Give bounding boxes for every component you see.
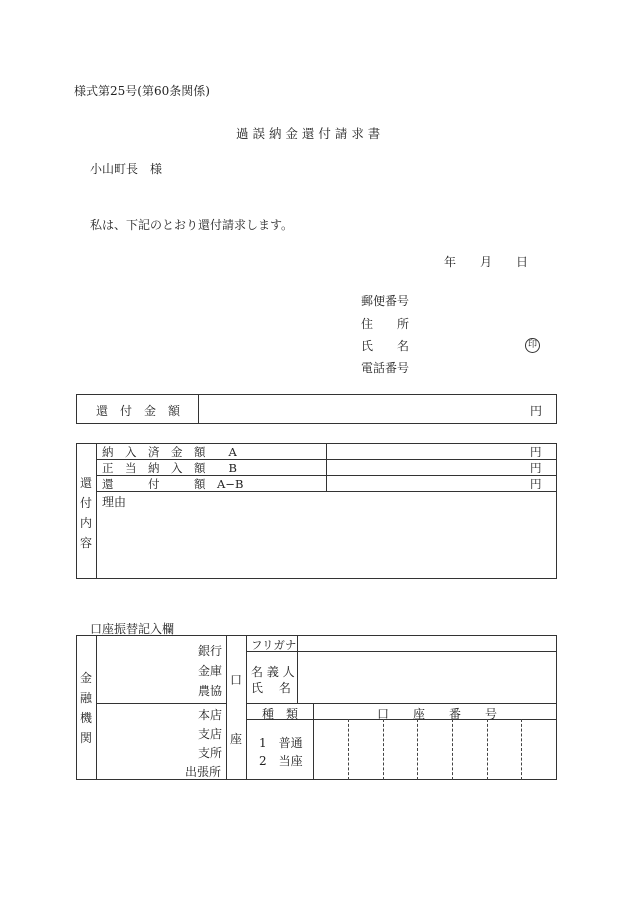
account-number-header: 口 座 番 号 [377, 707, 498, 721]
side-char: 金 [79, 671, 92, 685]
bank-type-bank: 銀行 [198, 644, 223, 658]
paid-amount-unit: 円 [530, 445, 542, 459]
proper-amount-label: 正 当 納 入 額 B [102, 461, 237, 475]
addressee: 小山町長 様 [90, 162, 163, 176]
statement: 私は、下記のとおり還付請求します。 [90, 218, 294, 232]
proper-amount-unit: 円 [530, 461, 542, 475]
account-kind-header: 種 類 [262, 707, 299, 721]
institution-side-divider [96, 635, 97, 780]
kouza-char-2: 座 [230, 732, 243, 746]
refund-difference-unit: 円 [530, 477, 542, 491]
account-digit-separator [452, 719, 453, 780]
holder-label-divider [297, 635, 298, 703]
bank-type-nokyo: 農協 [198, 684, 223, 698]
postal-code-label: 郵便番号 [361, 294, 410, 308]
account-digit-separator [487, 719, 488, 780]
bank-type-shinkin: 金庫 [198, 664, 223, 678]
details-side-divider [96, 443, 97, 579]
refund-difference-label: 還 付 額 A−B [102, 477, 244, 491]
refund-amount-divider [198, 394, 199, 424]
side-char: 融 [79, 691, 92, 705]
branch-type-branch: 支店 [198, 727, 223, 741]
furigana-label: フリガナ [251, 638, 297, 652]
branch-type-office: 出張所 [185, 765, 222, 779]
holder-label-1: 名 義 人 [251, 665, 295, 679]
date-day: 日 [516, 255, 529, 269]
paid-amount-label: 納 入 済 金 額 A [102, 445, 237, 459]
reason-label: 理由 [102, 495, 127, 509]
holder-label-2: 氏 名 [251, 681, 291, 695]
address-label: 住 所 [361, 317, 410, 331]
side-char: 容 [79, 536, 92, 550]
account-digit-separator [383, 719, 384, 780]
side-char: 機 [79, 711, 92, 725]
details-amount-divider [326, 443, 327, 491]
kouza-right-divider [246, 635, 247, 780]
seal-mark: 印 [525, 338, 540, 353]
holder-line [246, 703, 557, 704]
bank-branch-divider [96, 703, 226, 704]
date-month: 月 [480, 255, 493, 269]
institution-side-label [79, 668, 93, 748]
account-digit-separator [348, 719, 349, 780]
side-char: 関 [79, 731, 92, 745]
refund-amount-label: 還 付 金 額 [96, 404, 181, 418]
side-char: 内 [79, 516, 92, 530]
side-char: 付 [79, 496, 92, 510]
side-char: 還 [79, 476, 92, 490]
form-number: 様式第25号(第60条関係) [74, 84, 210, 98]
account-kind-current: 2 当座 [259, 754, 303, 768]
name-label: 氏 名 [361, 339, 410, 353]
account-kind-ordinary: 1 普通 [259, 736, 303, 750]
branch-type-sub: 支所 [198, 746, 223, 760]
branch-type-head: 本店 [198, 708, 223, 722]
account-section-title: 口座振替記入欄 [90, 622, 175, 636]
form-title: 過 誤 納 金 還 付 請 求 書 [236, 126, 381, 141]
refund-amount-unit: 円 [530, 404, 543, 418]
date-year: 年 [444, 255, 457, 269]
kouza-char-1: 口 [230, 673, 243, 687]
kouza-left-divider [226, 635, 227, 780]
kind-divider [313, 703, 314, 780]
phone-label: 電話番号 [361, 361, 410, 375]
account-digit-separator [521, 719, 522, 780]
details-side-label [79, 473, 93, 553]
account-digit-separator [417, 719, 418, 780]
